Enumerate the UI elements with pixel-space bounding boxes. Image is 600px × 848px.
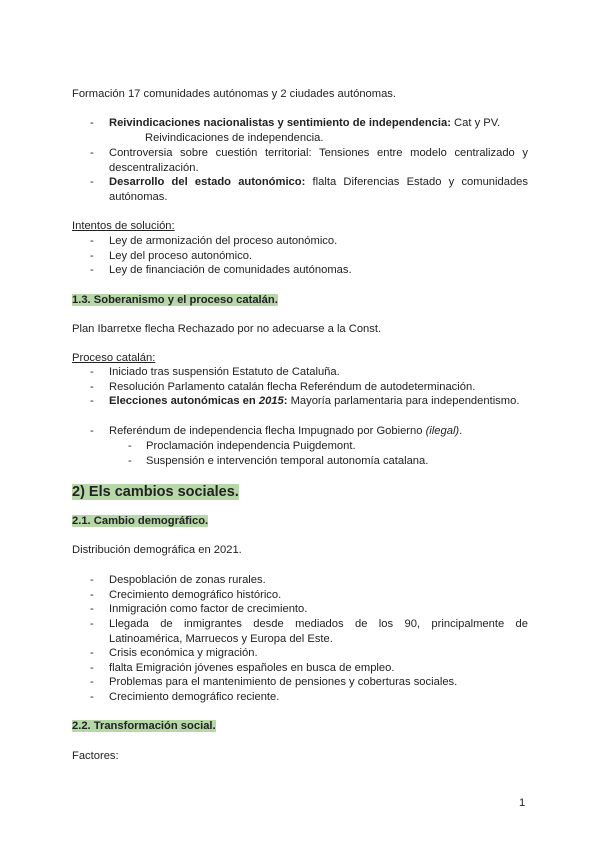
sub-list-item: - Suspensión e intervención temporal autonomía catalana.: [128, 455, 429, 467]
list-item: - Llegada de inmigrantes desde mediados de los 90, principalmente de Latinoamérica, Marruecos y Europa del Este.: [90, 618, 528, 645]
intro-text: Formación 17 comunidades autónomas y 2 ciudades autónomas.: [72, 88, 397, 100]
list-item: - Reivindicaciones nacionalistas y sentimiento de independencia: Cat y PV.: [90, 117, 501, 129]
page-number: 1: [519, 797, 526, 809]
sub-list-item: - Proclamación independencia Puigdemont.: [128, 440, 356, 452]
section-heading-2: 2) Els cambios sociales.: [72, 484, 239, 500]
list-item: - Despoblación de zonas rurales.: [90, 574, 266, 586]
list-item: - Resolución Parlamento catalán flecha Referéndum de autodeterminación.: [90, 381, 476, 393]
section-heading-1-3: 1.3. Soberanismo y el proceso catalán.: [72, 294, 278, 306]
list-item: - Ley de armonización del proceso autonómico.: [90, 235, 338, 247]
list-item: - Crecimiento demográfico histórico.: [90, 589, 282, 601]
list-item: - Inmigración como factor de crecimiento.: [90, 603, 308, 615]
list-item: - Problemas para el mantenimiento de pensiones y coberturas sociales.: [90, 676, 458, 688]
section-heading-2-1: 2.1. Cambio demográfico.: [72, 515, 209, 527]
list-item: - Crisis económica y migración.: [90, 647, 258, 659]
list-item: - Controversia sobre cuestión territorial: Tensiones entre modelo centralizado y descentralización.: [90, 147, 528, 174]
list-item: - flalta Emigración jóvenes españoles en busca de empleo.: [90, 662, 395, 674]
list-item: - Iniciado tras suspensión Estatuto de Cataluña.: [90, 366, 340, 378]
list-item: - Elecciones autonómicas en 2015: Mayoría parlamentaria para independentismo.: [90, 395, 520, 407]
distribucion-text: Distribución demográfica en 2021.: [72, 544, 242, 556]
list-item: - Ley de financiación de comunidades autónomas.: [90, 264, 352, 276]
sub-line: Reivindicaciones de independencia.: [145, 132, 324, 144]
plan-text: Plan Ibarretxe flecha Rechazado por no adecuarse a la Const.: [72, 323, 382, 335]
list-item: - Desarrollo del estado autonómico: flalta Diferencias Estado y comunidades autónomas.: [90, 176, 528, 203]
factores-text: Factores:: [72, 750, 119, 762]
list-item: - Ley del proceso autonómico.: [90, 250, 253, 262]
intentos-title: Intentos de solución:: [72, 220, 175, 232]
proceso-title: Proceso catalán:: [72, 352, 156, 364]
list-item: - Referéndum de independencia flecha Impugnado por Gobierno (ilegal).: [90, 425, 463, 437]
list-item: - Crecimiento demográfico reciente.: [90, 691, 280, 703]
section-heading-2-2: 2.2. Transformación social.: [72, 720, 216, 732]
